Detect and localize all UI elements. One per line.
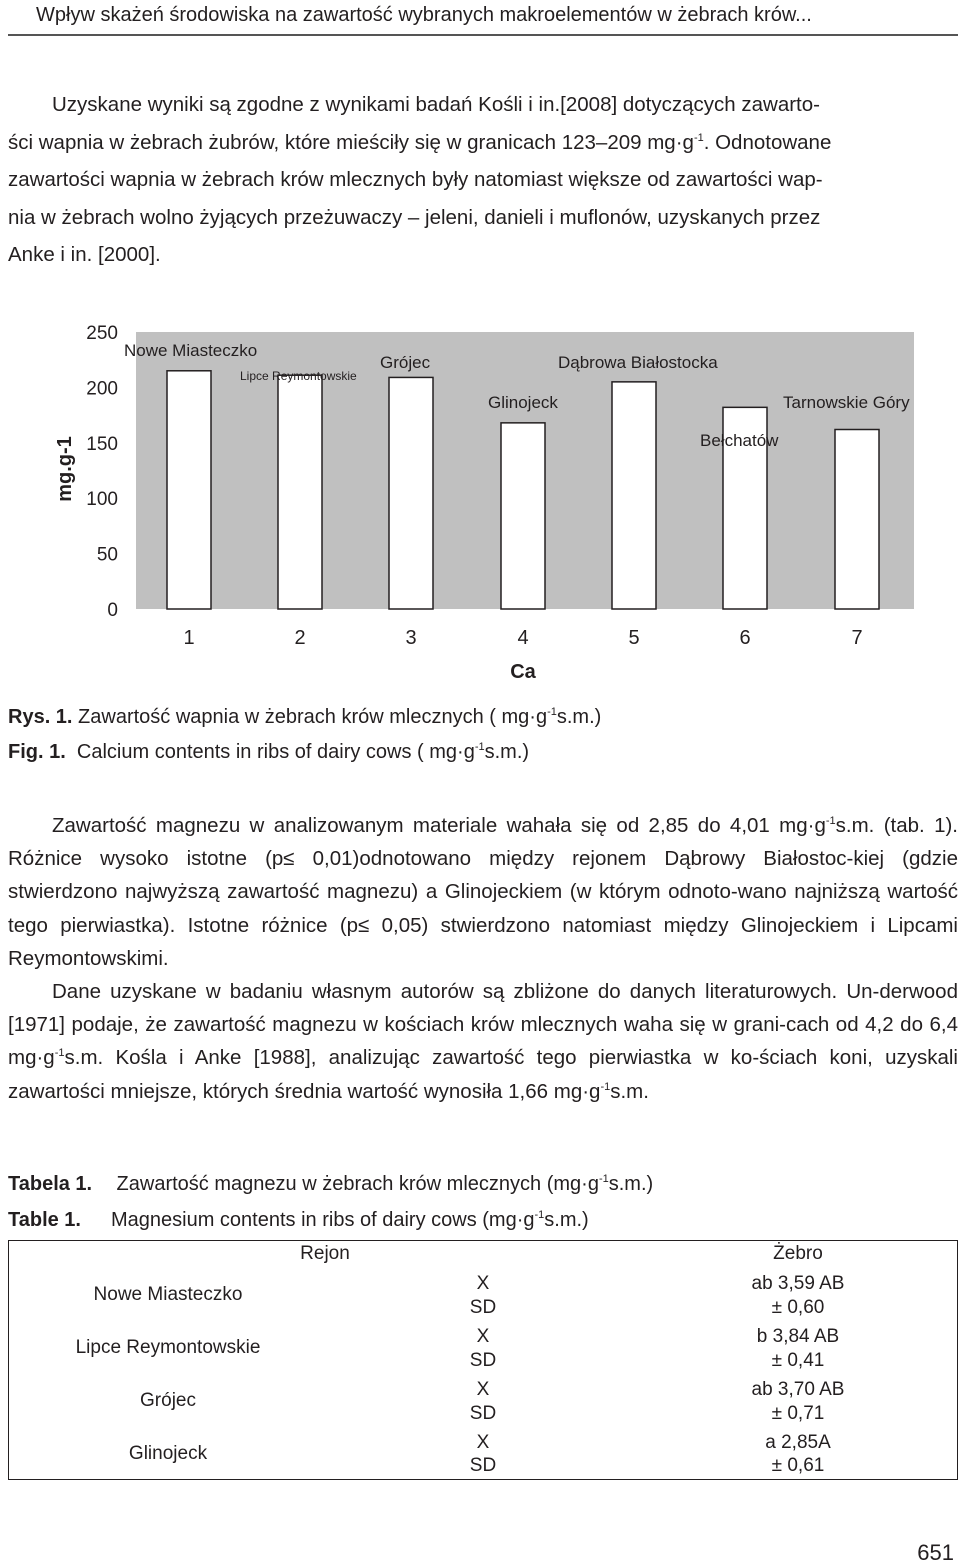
table-row-sd: ± 0,61 <box>771 1455 825 1476</box>
paragraph1-line4: nia w żebrach wolno żyjących przeżuwaczy – jeleni, danieli i muflonów, uzyskanych przez <box>8 205 821 229</box>
paragraph2-p2-c: s.m. <box>610 1079 649 1103</box>
table-caption-pl-text-b: s.m.) <box>608 1173 654 1195</box>
paragraph2-p2-sup1: -1 <box>54 1047 65 1060</box>
table-caption-en-sup: -1 <box>534 1209 545 1221</box>
paragraph1-line5: Anke i in. [2000]. <box>8 243 161 266</box>
x-tick-label: 3 <box>405 627 417 649</box>
figure-caption-en-label: Fig. 1. <box>8 741 66 763</box>
figure-caption-pl-sup: -1 <box>547 706 557 718</box>
table-row-mean: b 3,84 AB <box>756 1326 840 1347</box>
figure-caption-pl-text-b: s.m.) <box>556 706 602 728</box>
table-row-region: Lipce Reymontowskie <box>75 1337 261 1358</box>
figure-caption-en <box>8 740 529 764</box>
table-caption-en-label: Table 1. <box>8 1209 81 1231</box>
paragraph2-p1-b: s.m. (tab. 1). Różnice wysoko istotne (p≤ 0,01)odnotowano między rejonem Dąbrowy Białostoc-kiej (gdzie stwierdzono najwyższą zawartość magnezu) a Glinojeckiem (w którym odnoto-wano najniższą wartość tego pierwiastka). Istotne różnice (p≤ 0,05) stwierdzono natomiast między Glinojeckiem i Lipcami Reymontowskimi. <box>8 814 958 970</box>
calcium-bar-chart <box>0 308 960 703</box>
paragraph2-p2-b: s.m. Kośla i Anke [1988], analizując zawartość tego pierwiastka w ko-ściach koni, uzyskali zawartości mniejsze, których średnia wartość wynosiła 1,66 mg·g <box>8 1046 958 1103</box>
running-header: Wpływ skażeń środowiska na zawartość wybranych makroelementów w żebrach krów... <box>36 4 812 26</box>
bar-annotation: Dąbrowa Białostocka <box>558 353 718 372</box>
y-tick-label: 200 <box>86 378 118 400</box>
figure-caption-pl-label: Rys. 1. <box>8 706 73 728</box>
bar-annotation: Glinojeck <box>488 393 558 412</box>
x-axis-label: Ca <box>510 661 536 683</box>
table-row-stat-sd: SD <box>469 1455 497 1476</box>
table-row-stat-x: X <box>476 1379 490 1400</box>
header-rule <box>8 34 958 36</box>
figure-caption-pl <box>8 705 601 729</box>
y-tick-label: 150 <box>86 433 118 455</box>
page-number: 651 <box>917 1540 954 1565</box>
table-row-stat-x: X <box>476 1326 490 1347</box>
table-row-stat-x: X <box>476 1432 490 1453</box>
paragraph2-p1-a: Zawartość magnezu w analizowanym materiale wahała się od 2,85 do 4,01 mg·g <box>52 814 826 837</box>
bar <box>389 377 433 609</box>
table-row-region: Glinojeck <box>128 1443 208 1464</box>
paragraph1-line2-sup: -1 <box>693 131 704 144</box>
paragraph2-p1 <box>8 809 958 975</box>
table-row-stat-sd: SD <box>469 1403 497 1424</box>
y-tick-label: 250 <box>86 323 118 344</box>
x-tick-label: 7 <box>851 627 863 649</box>
bar-annotation: Tarnowskie Góry <box>783 393 910 412</box>
paragraph1-line1-text: Uzyskane wyniki są zgodne z wynikami badań Kośli i in.[2008] dotyczących zawarto- <box>52 93 820 116</box>
paragraph-calcium-discussion <box>8 86 958 274</box>
x-tick-label: 1 <box>183 627 195 649</box>
table-header-rib: Żebro <box>773 1243 823 1264</box>
y-tick-label: 50 <box>96 544 118 566</box>
paragraph1-line2 <box>8 124 958 162</box>
bar <box>278 375 322 609</box>
y-tick-label: 100 <box>86 489 118 511</box>
paragraph1-line3: zawartości wapnia w żebrach krów mlecznych były natomiast większe od zawartości wap- <box>8 168 823 191</box>
magnesium-table <box>8 1240 958 1480</box>
table-row-mean: ab 3,70 AB <box>751 1379 845 1400</box>
x-tick-label: 4 <box>517 627 529 649</box>
table-caption-en <box>8 1208 589 1232</box>
paragraph1-line2-b: . Odnotowane <box>703 130 832 154</box>
table-header-region: Rejon <box>300 1243 350 1264</box>
paragraph2-p2-sup2: -1 <box>600 1080 611 1093</box>
y-tick-label: 0 <box>107 600 118 621</box>
table-row-mean: ab 3,59 AB <box>751 1273 845 1294</box>
paragraph-magnesium-discussion <box>8 809 958 1108</box>
table-row-region: Nowe Miasteczko <box>93 1284 243 1305</box>
table-row-sd: ± 0,60 <box>771 1297 825 1318</box>
table-row-stat-x: X <box>476 1273 490 1294</box>
table-caption-en-text-a: Magnesium contents in ribs of dairy cows (mg·g <box>111 1209 535 1231</box>
table-row-sd: ± 0,41 <box>771 1350 825 1371</box>
bar-annotation: Lipce Reymontowskie <box>240 369 357 383</box>
bar-annotation: Bełchatów <box>700 431 779 450</box>
x-tick-label: 6 <box>739 627 751 649</box>
bar <box>612 382 656 609</box>
table-row-region: Grójec <box>140 1390 196 1411</box>
paragraph2-p1-sup: -1 <box>825 815 836 827</box>
figure-caption-pl-text-a: Zawartość wapnia w żebrach krów mlecznych ( mg·g <box>72 706 548 728</box>
x-tick-label: 2 <box>294 627 306 649</box>
table-caption-en-text-b: s.m.) <box>544 1209 589 1231</box>
bar <box>167 371 211 609</box>
paragraph1-line2-a: ści wapnia w żebrach żubrów, które mieściły się w granicach 123–209 mg·g <box>8 130 694 154</box>
x-tick-label: 5 <box>628 627 640 649</box>
table-caption-pl-label: Tabela 1. <box>8 1173 93 1195</box>
paragraph2-p2-a: Dane uzyskane w badaniu własnym autorów są zbliżone do danych literaturowych. Un-derwood [1971] podaje, że zawartość magnezu w kościach krów mlecznych waha się w grani-cach od 4,2 do 6,4 mg·g <box>8 980 958 1070</box>
figure-caption-en-sup: -1 <box>474 741 485 753</box>
bar-annotation: Grójec <box>380 353 431 372</box>
table-row-mean: a 2,85A <box>765 1432 831 1453</box>
paragraph1-line1 <box>8 86 958 124</box>
figure-caption-en-text-b: s.m.) <box>484 741 530 763</box>
table-row-sd: ± 0,71 <box>771 1403 825 1424</box>
table-caption-pl-sup: -1 <box>598 1173 609 1185</box>
bar-annotation: Nowe Miasteczko <box>124 341 258 360</box>
y-axis-label: mg.g-1 <box>54 436 76 502</box>
table-row-stat-sd: SD <box>469 1297 497 1318</box>
bar <box>501 423 545 609</box>
table-caption-pl-text-a: Zawartość magnezu w żebrach krów mlecznych (mg·g <box>111 1173 599 1195</box>
bar <box>835 430 879 609</box>
figure-caption-en-text-a: Calcium contents in ribs of dairy cows ( mg·g <box>65 741 475 763</box>
table-row-stat-sd: SD <box>469 1350 497 1371</box>
paragraph2-p2 <box>8 975 958 1108</box>
table-caption-pl <box>8 1172 653 1196</box>
